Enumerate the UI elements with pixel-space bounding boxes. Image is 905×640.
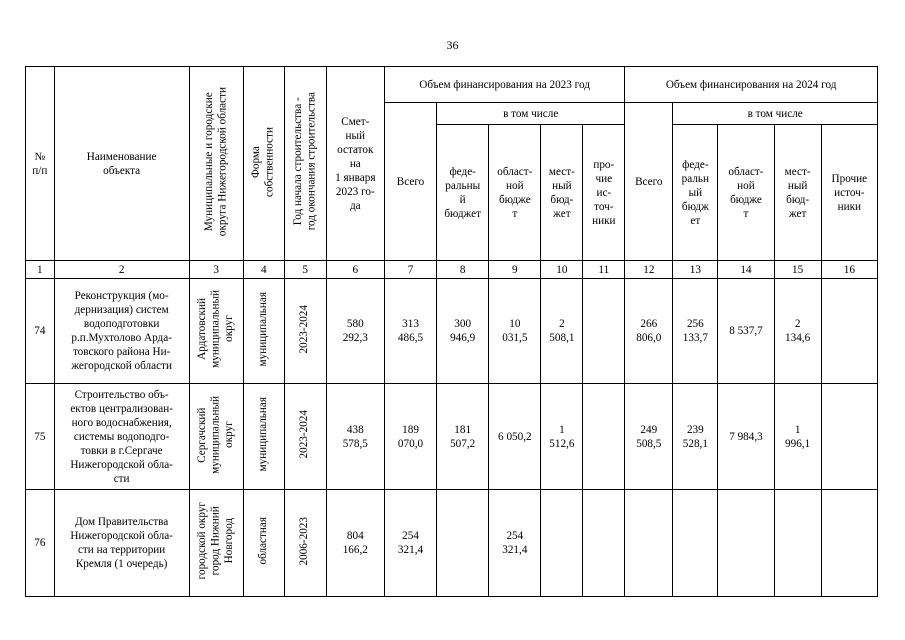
column-number: 16 (821, 261, 877, 279)
column-number: 15 (774, 261, 821, 279)
header-row-1 (26, 67, 878, 103)
local-2024-value: 1 996,1 (774, 384, 821, 490)
regional-2024-value: 8 537,7 (718, 279, 774, 384)
header-ownership (243, 67, 284, 261)
years-cell (284, 384, 326, 490)
column-number: 3 (189, 261, 243, 279)
row-num: 75 (26, 384, 55, 490)
header-local-2024: мест- ный бюд- жет (774, 125, 821, 261)
row-num: 76 (26, 490, 55, 597)
balance-value: 580 292,3 (326, 279, 384, 384)
federal-2023-value: 300 946,9 (437, 279, 489, 384)
total-2023-value: 313 486,5 (384, 279, 436, 384)
header-federal-2023: феде- ральны й бюджет (437, 125, 489, 261)
municipality-text: городской округ город Нижний Новгород (196, 502, 235, 580)
municipality-cell (189, 384, 243, 490)
column-number: 4 (243, 261, 284, 279)
header-name: Наименование объекта (54, 67, 189, 261)
column-number: 11 (583, 261, 625, 279)
total-2023-value: 254 321,4 (384, 490, 436, 597)
federal-2024-value: 239 528,1 (673, 384, 718, 490)
header-balance: Смет- ный остаток на 1 января 2023 го- да (326, 67, 384, 261)
object-name: Реконструкция (мо- дернизация) систем водоподготовки р.п.Мухтолово Арда- товского района Ни- жегородской области (54, 279, 189, 384)
total-2023-value: 189 070,0 (384, 384, 436, 490)
page-number: 36 (446, 38, 459, 52)
other-2023-value (583, 490, 625, 597)
header-municipality-text: Муниципальные и городские округа Нижегородской области (202, 86, 229, 237)
municipality-text: Сергачский муниципальный округ (196, 395, 235, 474)
other-2024-value (821, 490, 877, 597)
table-row (26, 490, 878, 597)
ownership-text: областная (257, 517, 270, 565)
other-2023-value (583, 384, 625, 490)
column-number-row (26, 261, 878, 279)
header-federal-2024: феде- ральн ый бюдж ет (673, 125, 718, 261)
ownership-cell (243, 279, 284, 384)
column-number: 14 (718, 261, 774, 279)
other-2024-value (821, 279, 877, 384)
federal-2023-value (437, 490, 489, 597)
table-row (26, 279, 878, 384)
column-number: 13 (673, 261, 718, 279)
header-municipality (189, 67, 243, 261)
object-name: Строительство объ- ектов централизован- ного водоснабжения, системы водоподго- товки в г.Сергаче Нижегородской обла- сти (54, 384, 189, 490)
column-number: 1 (26, 261, 55, 279)
header-fin-2024: Объем финансирования на 2024 год (625, 67, 878, 103)
table-row (26, 384, 878, 490)
object-name: Дом Правительства Нижегородской обла- сти на территории Кремля (1 очередь) (54, 490, 189, 597)
other-2023-value (583, 279, 625, 384)
header-regional-2024: област- ной бюдже т (718, 125, 774, 261)
years-cell (284, 490, 326, 597)
local-2023-value (541, 490, 583, 597)
header-fin-2023: Объем финансирования на 2023 год (384, 67, 624, 103)
municipality-cell (189, 279, 243, 384)
local-2023-value: 1 512,6 (541, 384, 583, 490)
regional-2023-value: 10 031,5 (489, 279, 541, 384)
ownership-text: муниципальная (257, 291, 270, 367)
header-years (284, 67, 326, 261)
column-number: 8 (437, 261, 489, 279)
header-num: № п/п (26, 67, 55, 261)
column-number: 6 (326, 261, 384, 279)
regional-2023-value: 254 321,4 (489, 490, 541, 597)
header-total-2024: Всего (625, 103, 673, 261)
years-text: 2023-2024 (298, 304, 311, 354)
regional-2024-value: 7 984,3 (718, 384, 774, 490)
header-other-2023: про- чие ис- точ- ники (583, 125, 625, 261)
total-2024-value (625, 490, 673, 597)
other-2024-value (821, 384, 877, 490)
federal-2023-value: 181 507,2 (437, 384, 489, 490)
row-num: 74 (26, 279, 55, 384)
header-regional-2023: област- ной бюдже т (489, 125, 541, 261)
municipality-text: Ардатовский муниципальный округ (196, 290, 235, 368)
header-total-2023: Всего (384, 103, 436, 261)
total-2024-value: 266 806,0 (625, 279, 673, 384)
federal-2024-value: 256 133,7 (673, 279, 718, 384)
total-2024-value: 249 508,5 (625, 384, 673, 490)
years-cell (284, 279, 326, 384)
column-number: 2 (54, 261, 189, 279)
ownership-text: муниципальная (257, 397, 270, 472)
header-other-2024: Прочие источ- ники (821, 125, 877, 261)
local-2024-value (774, 490, 821, 597)
header-incl-2023: в том числе (437, 103, 625, 125)
ownership-cell (243, 490, 284, 597)
local-2023-value: 2 508,1 (541, 279, 583, 384)
municipality-cell (189, 490, 243, 597)
balance-value: 438 578,5 (326, 384, 384, 490)
federal-2024-value (673, 490, 718, 597)
column-number: 7 (384, 261, 436, 279)
regional-2024-value (718, 490, 774, 597)
header-incl-2024: в том числе (673, 103, 878, 125)
column-number: 9 (489, 261, 541, 279)
column-number: 10 (541, 261, 583, 279)
header-years-text: Год начала строительства - год окончания строительства (291, 92, 318, 231)
years-text: 2006-2023 (298, 516, 311, 566)
financing-table (25, 66, 878, 597)
header-local-2023: мест- ный бюд- жет (541, 125, 583, 261)
ownership-cell (243, 384, 284, 490)
years-text: 2023-2024 (298, 410, 311, 459)
column-number: 5 (284, 261, 326, 279)
balance-value: 804 166,2 (326, 490, 384, 597)
header-ownership-text: Форма собственности (250, 126, 276, 197)
regional-2023-value: 6 050,2 (489, 384, 541, 490)
local-2024-value: 2 134,6 (774, 279, 821, 384)
column-number: 12 (625, 261, 673, 279)
